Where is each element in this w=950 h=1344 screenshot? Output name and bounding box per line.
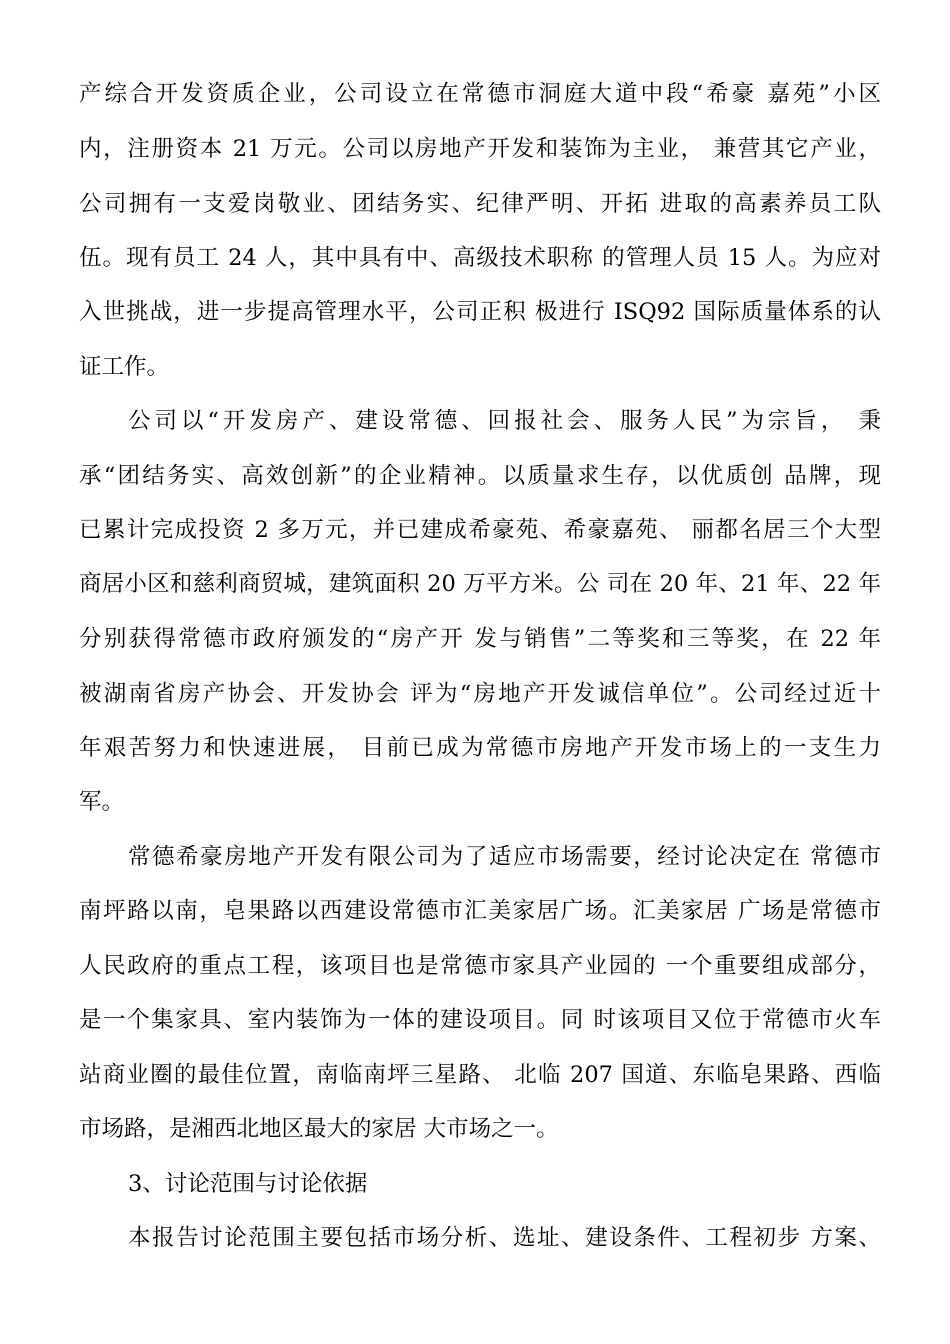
text-line: 被湖南省房产协会、开发协会 评为“房地产开发诚信单位”。公司经过近十 [79, 681, 881, 707]
text-line: 分别获得常德市政府颁发的“房产开 发与销售”二等奖和三等奖，在 22 年 [79, 626, 881, 652]
text-line: 已累计完成投资 2 多万元，并已建成希豪苑、希豪嘉苑、 丽都名居三个大型 [79, 517, 881, 543]
text-line: 人民政府的重点工程，该项目也是常德市家具产业园的 一个重要组成部分， [79, 953, 881, 979]
text-line: 内，注册资本 21 万元。公司以房地产开发和装饰为主业， 兼营其它产业， [79, 136, 881, 162]
text-line: 年艰苦努力和快速进展， 目前已成为常德市房地产开发市场上的一支生力 [79, 735, 881, 761]
section-heading: 3、讨论范围与讨论依据 [128, 1171, 368, 1197]
text-line: 市场路，是湘西北地区最大的家居 大市场之一。 [79, 1116, 559, 1142]
text-line: 承“团结务实、高效创新”的企业精神。以质量求生存，以优质创 品牌，现 [79, 463, 881, 489]
text-line: 是一个集家具、室内装饰为一体的建设项目。同 时该项目又位于常德市火车 [79, 1007, 881, 1033]
text-line: 证工作。 [79, 354, 170, 380]
text-line: 公司拥有一支爱岗敬业、团结务实、纪律严明、开拓 进取的高素养员工队 [79, 191, 881, 217]
text-line: 产综合开发资质企业，公司设立在常德市洞庭大道中段“希豪 嘉苑”小区 [79, 81, 881, 107]
text-line: 南坪路以南，皂果路以西建设常德市汇美家居广场。汇美家居 广场是常德市 [79, 898, 881, 924]
paragraph-first-line: 常德希豪房地产开发有限公司为了适应市场需要，经讨论决定在 常德市 [128, 844, 881, 870]
text-line: 站商业圈的最佳位置，南临南坪三星路、 北临 207 国道、东临皂果路、西临 [79, 1062, 881, 1088]
text-line: 军。 [79, 789, 125, 815]
text-line: 入世挑战，进一步提高管理水平，公司正积 极进行 ISQ92 国际质量体系的认 [79, 299, 881, 325]
paragraph-first-line: 公司以“开发房产、建设常德、回报社会、服务人民”为宗旨， 秉 [128, 408, 881, 434]
paragraph-first-line: 本报告讨论范围主要包括市场分析、选址、建设条件、工程初步 方案、 [128, 1225, 881, 1251]
text-line: 商居小区和慈利商贸城，建筑面积 20 万平方米。公 司在 20 年、21 年、22 年 [79, 571, 881, 597]
text-line: 伍。现有员工 24 人，其中具有中、高级技术职称 的管理人员 15 人。为应对 [79, 245, 881, 271]
